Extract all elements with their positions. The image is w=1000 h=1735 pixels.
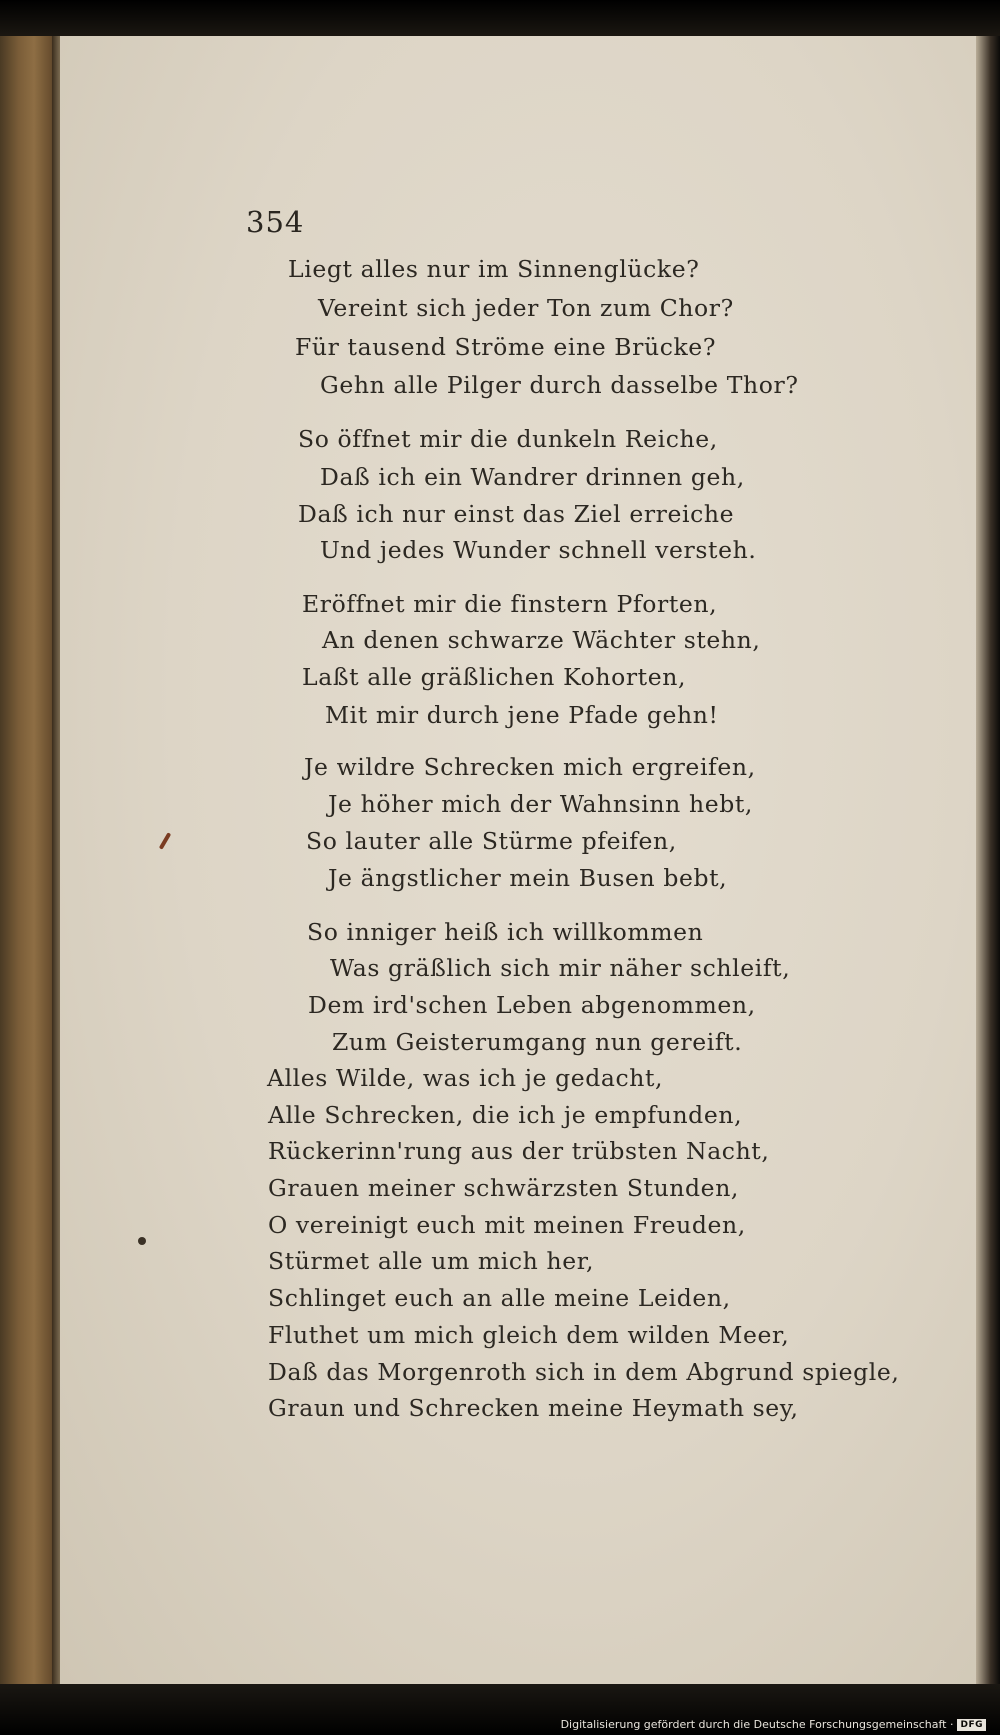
poem-line: Daß das Morgenroth sich in dem Abgrund spiegle, xyxy=(268,1358,900,1386)
poem-line: Grauen meiner schwärzsten Stunden, xyxy=(268,1174,739,1202)
poem-line: Daß ich ein Wandrer drinnen geh, xyxy=(320,463,745,491)
poem-line: Graun und Schrecken meine Heymath sey, xyxy=(268,1394,799,1422)
poem-line: Gehn alle Pilger durch dasselbe Thor? xyxy=(320,371,799,399)
poem-line: Je ängstlicher mein Busen bebt, xyxy=(328,864,728,892)
poem-line: So öffnet mir die dunkeln Reiche, xyxy=(298,425,718,453)
poem-line: Laßt alle gräßlichen Kohorten, xyxy=(302,663,687,691)
poem-line: Fluthet um mich gleich dem wilden Meer, xyxy=(268,1321,790,1349)
poem-line: An denen schwarze Wächter stehn, xyxy=(322,626,761,654)
digitization-credit xyxy=(561,1718,986,1731)
poem-line: Je höher mich der Wahnsinn hebt, xyxy=(328,790,753,818)
poem-line: Was gräßlich sich mir näher schleift, xyxy=(330,954,791,982)
poem-line: Alle Schrecken, die ich je empfunden, xyxy=(268,1101,743,1129)
poem-line: Vereint sich jeder Ton zum Chor? xyxy=(318,294,734,322)
poem-line: Schlinget euch an alle meine Leiden, xyxy=(268,1284,731,1312)
poem-line: Alles Wilde, was ich je gedacht, xyxy=(267,1064,664,1092)
scan-bottom-border xyxy=(0,1684,1000,1735)
poem-line: Rückerinn'rung aus der trübsten Nacht, xyxy=(268,1137,770,1165)
ink-spot xyxy=(138,1237,146,1245)
poem-line: Und jedes Wunder schnell versteh. xyxy=(320,536,757,564)
poem-line: Für tausend Ströme eine Brücke? xyxy=(295,333,717,361)
poem-line: Dem ird'schen Leben abgenommen, xyxy=(308,991,756,1019)
credit-text: Digitalisierung gefördert durch die Deutsche Forschungsgemeinschaft · xyxy=(560,1718,954,1731)
page-number: 354 xyxy=(246,205,305,239)
poem-line: Mit mir durch jene Pfade gehn! xyxy=(325,701,719,729)
poem-line: So lauter alle Stürme pfeifen, xyxy=(306,827,677,855)
poem-line: Daß ich nur einst das Ziel erreiche xyxy=(298,500,735,528)
poem-line: So inniger heiß ich willkommen xyxy=(307,918,704,946)
poem-line: Stürmet alle um mich her, xyxy=(268,1247,595,1275)
poem-line: Zum Geisterumgang nun gereift. xyxy=(332,1028,743,1056)
poem-line: Liegt alles nur im Sinnenglücke? xyxy=(288,255,700,283)
poem-line: Eröffnet mir die finstern Pforten, xyxy=(302,590,718,618)
poem-line: Je wildre Schrecken mich ergreifen, xyxy=(304,753,756,781)
dfg-logo: DFG xyxy=(957,1719,986,1731)
poem-line: O vereinigt euch mit meinen Freuden, xyxy=(268,1211,746,1239)
